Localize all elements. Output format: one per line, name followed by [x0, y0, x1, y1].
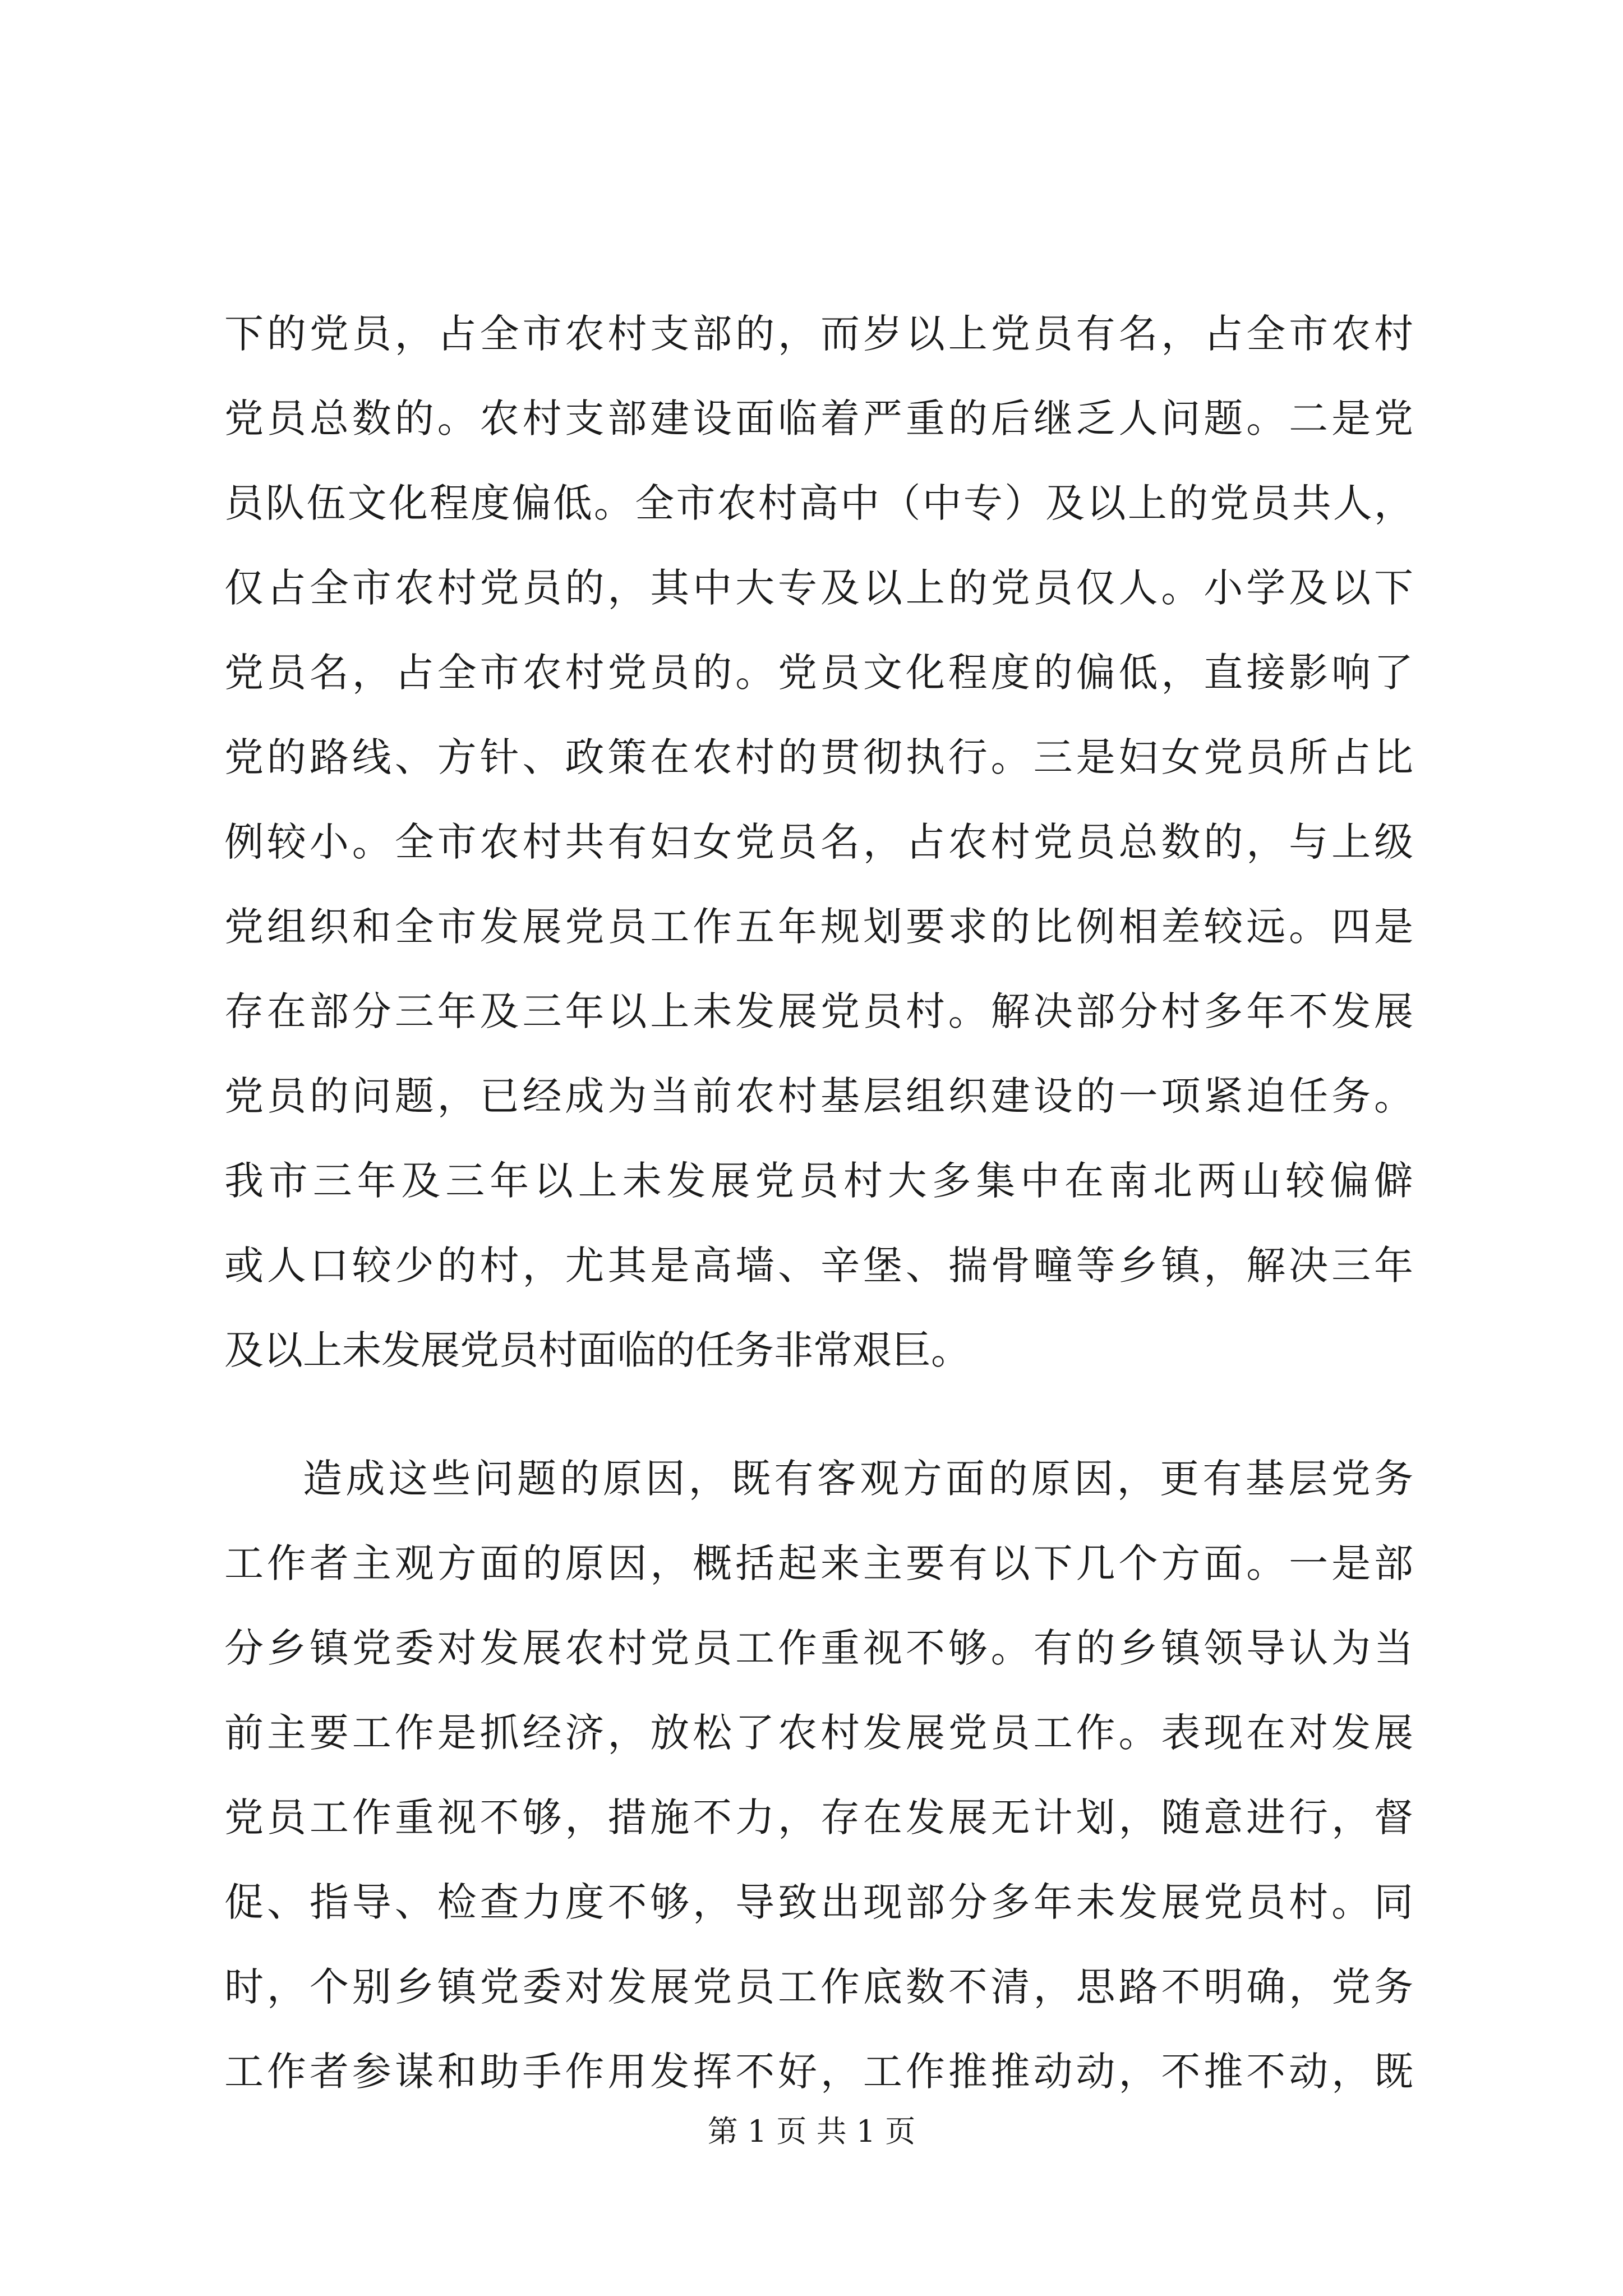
text-line: 存在部分三年及三年以上未发展党员村。解决部分村多年不发展	[224, 988, 1413, 1034]
text-line: 下的党员，占全市农村支部的，而岁以上党员有名，占全市农村	[224, 311, 1413, 357]
text-line: 党员工作重视不够，措施不力，存在发展无计划，随意进行，督	[224, 1795, 1413, 1841]
text-line: 我市三年及三年以上未发展党员村大多集中在南北两山较偏僻	[224, 1158, 1413, 1204]
text-line: 员队伍文化程度偏低。全市农村高中（中专）及以上的党员共人，	[224, 480, 1413, 526]
paragraph-spacer	[224, 1393, 1413, 1437]
text-line: 促、指导、检查力度不够，导致出现部分多年未发展党员村。同	[224, 1879, 1413, 1925]
paragraph-1	[224, 292, 1413, 1393]
text-line: 党员总数的。农村支部建设面临着严重的后继乏人问题。二是党	[224, 395, 1413, 441]
text-line: 分乡镇党委对发展农村党员工作重视不够。有的乡镇领导认为当	[224, 1625, 1413, 1671]
text-line: 仅占全市农村党员的，其中大专及以上的党员仅人。小学及以下	[224, 565, 1413, 611]
text-line: 造成这些问题的原因，既有客观方面的原因，更有基层党务	[303, 1456, 1413, 1502]
text-line: 党员的问题，已经成为当前农村基层组织建设的一项紧迫任务。	[224, 1073, 1413, 1119]
document-body	[224, 292, 1413, 2114]
text-line: 或人口较少的村，尤其是高墙、辛堡、揣骨疃等乡镇，解决三年	[224, 1243, 1413, 1289]
page-number-footer: 第 1 页 共 1 页	[707, 2114, 916, 2149]
text-line: 党组织和全市发展党员工作五年规划要求的比例相差较远。四是	[224, 904, 1413, 950]
text-line: 例较小。全市农村共有妇女党员名，占农村党员总数的，与上级	[224, 819, 1413, 865]
paragraph-2	[224, 1437, 1413, 2114]
text-line: 时，个别乡镇党委对发展党员工作底数不清，思路不明确，党务	[224, 1964, 1413, 2010]
text-line: 前主要工作是抓经济，放松了农村发展党员工作。表现在对发展	[224, 1710, 1413, 1756]
text-line: 工作者主观方面的原因，概括起来主要有以下几个方面。一是部	[224, 1540, 1413, 1586]
text-line: 工作者参谋和助手作用发挥不好，工作推推动动，不推不动，既	[224, 2049, 1413, 2095]
text-line: 党的路线、方针、政策在农村的贯彻执行。三是妇女党员所占比	[224, 734, 1413, 780]
text-line: 党员名，占全市农村党员的。党员文化程度的偏低，直接影响了	[224, 650, 1413, 696]
text-line: 及以上未发展党员村面临的任务非常艰巨。	[224, 1327, 970, 1373]
